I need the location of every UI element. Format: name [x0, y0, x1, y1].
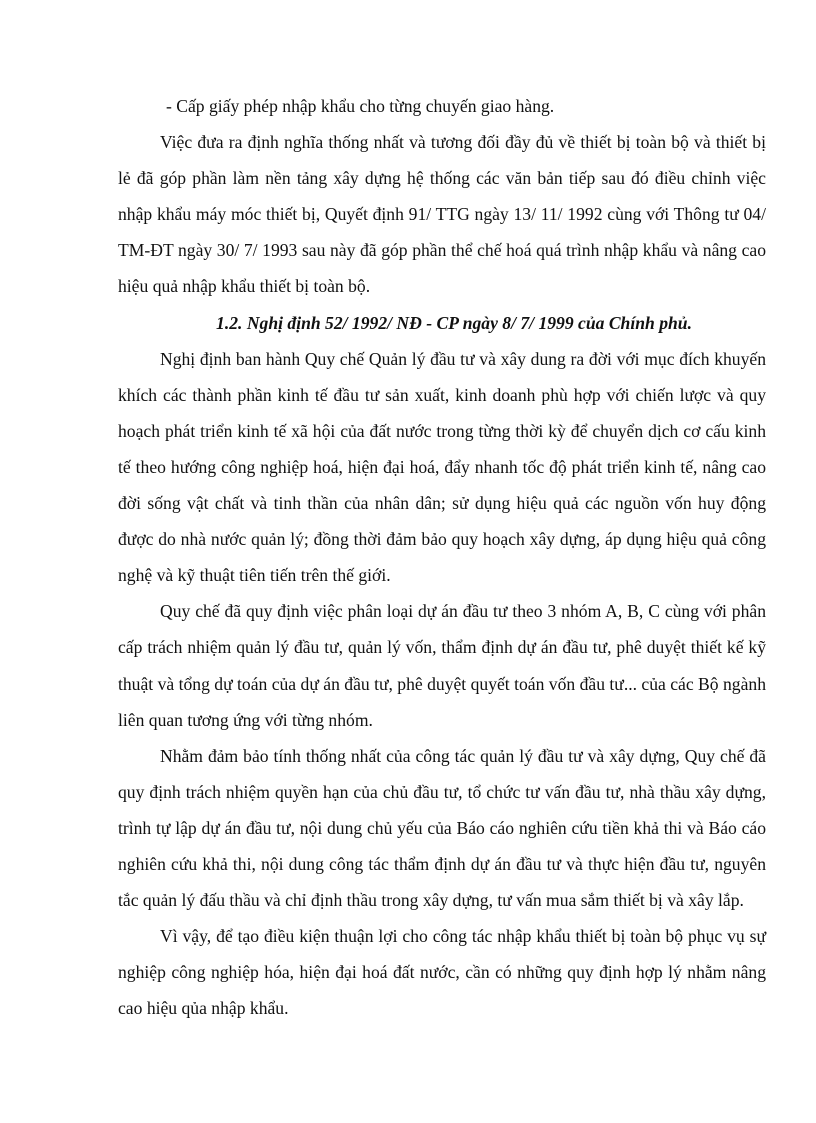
paragraph-decree: Nghị định ban hành Quy chế Quản lý đầu tư và xây dung ra đời với mục đích khuyến khích các thành phần kinh tế đầu tư sản xuất, kinh doanh phù hợp với chiến lược và quy hoạch phát triển kinh tế xã hội của đất nước trong từng thời kỳ để chuyển dịch cơ cấu kinh tế theo hướng công nghiệp hoá, hiện đại hoá, đẩy nhanh tốc độ phát triển kinh tế, nâng cao đời sống vật chất và tinh thần của nhân dân; sử dụng hiệu quả các nguồn vốn huy động được do nhà nước quản lý; đồng thời đảm bảo quy hoạch xây dựng, áp dụng hiệu quả công nghệ và kỹ thuật tiên tiến trên thế giới. [118, 348, 766, 586]
paragraph-conclusion: Vì vậy, để tạo điều kiện thuận lợi cho công tác nhập khẩu thiết bị toàn bộ phục vụ sự nghiệp công nghiệp hóa, hiện đại hoá đất nước, cần có những quy định hợp lý nhằm nâng cao hiệu qủa nhập khẩu. [118, 926, 766, 1019]
paragraph-classification: Quy chế đã quy định việc phân loại dự án đầu tư theo 3 nhóm A, B, C cùng với phân cấp trách nhiệm quản lý đầu tư, quản lý vốn, thẩm định dự án đầu tư, phê duyệt thiết kế kỹ thuật và tổng dự toán của dự án đầu tư, phê duyệt quyết toán vốn đầu tư... của các Bộ ngành liên quan tương ứng với từng nhóm. [118, 601, 766, 730]
document-page [118, 88, 766, 1026]
paragraph-definition: Việc đưa ra định nghĩa thống nhất và tương đối đầy đủ về thiết bị toàn bộ và thiết bị lẻ đã góp phần làm nền tảng xây dựng hệ thống các văn bản tiếp sau đó điều chỉnh việc nhập khẩu máy móc thiết bị, Quyết định 91/ TTG ngày 13/ 11/ 1992 cùng với Thông tư 04/ TM-ĐT ngày 30/ 7/ 1993 sau này đã góp phần thể chế hoá quá trình nhập khẩu và nâng cao hiệu quả nhập khẩu thiết bị toàn bộ. [118, 132, 766, 297]
paragraph-responsibilities: Nhằm đảm bảo tính thống nhất của công tác quản lý đầu tư và xây dựng, Quy chế đã quy định trách nhiệm quyền hạn của chủ đầu tư, tổ chức tư vấn đầu tư, nhà thầu xây dựng, trình tự lập dự án đầu tư, nội dung chủ yếu của Báo cáo nghiên cứu tiền khả thi và Báo cáo nghiên cứu khả thi, nội dung công tác thẩm định dự án đầu tư và thực hiện đầu tư, nguyên tắc quản lý đấu thầu và chỉ định thầu trong xây dựng, tư vấn mua sắm thiết bị và xây lắp. [118, 745, 766, 911]
bullet-paragraph: - Cấp giấy phép nhập khẩu cho từng chuyến giao hàng. [166, 96, 555, 116]
section-heading: 1.2. Nghị định 52/ 1992/ NĐ - CP ngày 8/ 7/ 1999 của Chính phủ. [216, 312, 692, 333]
